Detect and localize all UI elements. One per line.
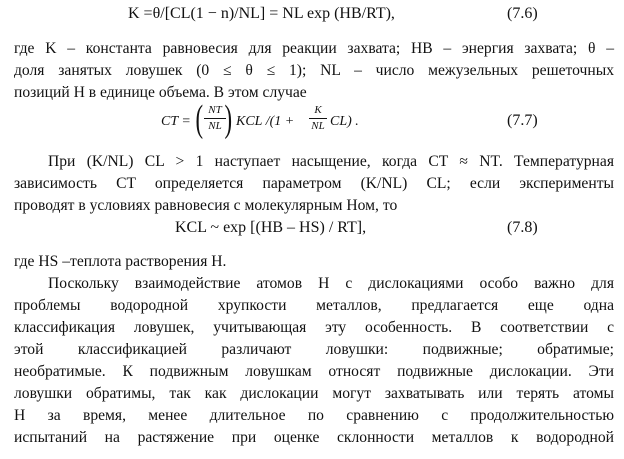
- paragraph-1-line-3: позиций Н в единице объема. В этом случае: [14, 84, 307, 101]
- paragraph-4-line-8: испытаний на растяжение при оценке склонности металлов к водородной: [14, 429, 614, 446]
- paragraph-1-line-1: где K – константа равновесия для реакции захвата; HB – энергия захвата; θ –: [14, 40, 614, 57]
- equation-7-6-number: (7.6): [507, 5, 538, 22]
- paragraph-2-line-2: зависимость CT определяется параметром (K/NL) CL; если эксперименты: [14, 175, 614, 192]
- equation-7-7-tail: CL) .: [330, 114, 359, 129]
- paragraph-4-line-4: этой классификацией различают ловушки: подвижные; обратимые;: [14, 341, 614, 358]
- paragraph-4-line-1: Поскольку взаимодействие атомов Н с дислокациями особо важно для: [48, 275, 614, 292]
- paragraph-2-line-1: При (K/NL) CL > 1 наступает насыщение, когда CT ≈ NT. Температурная: [48, 153, 614, 170]
- paragraph-4-line-6: ловушки обратимы, так как дислокации могут захватывать или терять атомы: [14, 385, 614, 402]
- paragraph-4-line-2: проблемы водородной хрупкости металлов, предлагается еще одна: [14, 297, 614, 314]
- equation-7-7-lhs: CT =: [161, 114, 191, 129]
- equation-7-8-text: KCL ~ exp [(HB – HS) / RT],: [175, 219, 367, 236]
- equation-7-7-close-paren: ): [224, 98, 233, 140]
- equation-7-7-open-paren: (: [195, 98, 204, 140]
- paragraph-4-line-3: классификация ловушек, учитывающая эту особенность. В соответствии с: [14, 319, 614, 336]
- paragraph-4-line-5: необратимые. К подвижным ловушкам относят подвижные дислокации. Эти: [14, 363, 614, 380]
- equation-7-8: [175, 219, 366, 237]
- equation-7-7-number: (7.7): [507, 112, 538, 129]
- paragraph-4-line-7: Н за время, менее длительное по сравнению с продолжительностью: [14, 407, 614, 424]
- paragraph-2-line-3: проводят в условиях равновесия с молекулярным Ном, то: [14, 197, 398, 214]
- equation-7-7-frac2-denominator: NL: [311, 120, 325, 132]
- equation-7-6: [128, 5, 395, 23]
- equation-7-7-fraction-2: [309, 104, 327, 133]
- equation-7-7-frac1-numerator: NT: [208, 104, 222, 116]
- paragraph-1-line-2: доля занятых ловушек (0 ≤ θ ≤ 1); NL – число межузельных решеточных: [14, 62, 614, 79]
- equation-7-7-frac1-denominator: NL: [208, 120, 222, 132]
- equation-7-7-fraction-1: [204, 104, 226, 133]
- equation-7-8-number: (7.8): [507, 219, 538, 236]
- paragraph-3: где HS –теплота растворения Н.: [14, 253, 227, 270]
- equation-7-7-frac2-numerator: K: [314, 104, 322, 116]
- equation-7-6-text: K =θ/[CL(1 − n)/NL] = NL exp (HB/RT),: [128, 5, 395, 22]
- equation-7-7-middle: KCL /(1 +: [236, 114, 295, 129]
